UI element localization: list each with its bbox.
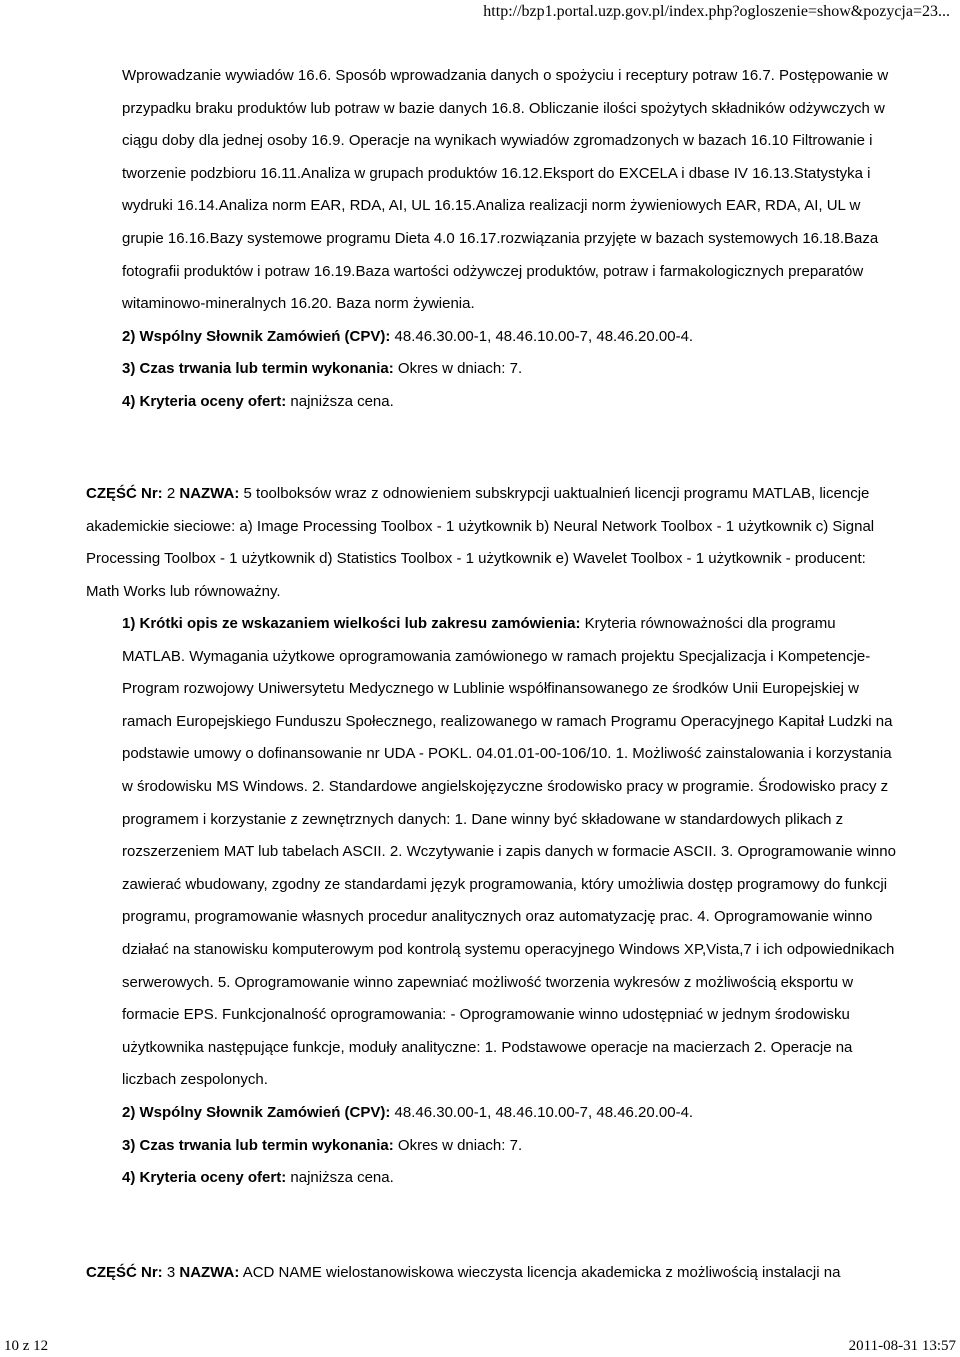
duration-value: Okres w dniach: 7. (393, 360, 523, 378)
part2-part-number: 2 (162, 485, 180, 502)
criteria-line (122, 386, 897, 419)
page-number: 10 z 12 (4, 1338, 49, 1354)
modules-list-text: Wprowadzanie wywiadów 16.6. Sposób wprowadzania danych o spożyciu i receptury potraw 16.7. Postępowanie w przypadku braku produktów lub potraw w bazie danych 16.8. Obliczanie ilości spożytych składników odżywczych w ciągu doby dla jednej osoby 16.9. Operacje na wynikach wywiadów zgromadzonych w bazach 16.10 Filtrowanie i tworzenie podzbioru 16.11.Analiza w grupach produktów 16.12.Eksport do EXCELA i dbase IV 16.13.Statystyka i wydruki 16.14.Analiza norm EAR, RDA, AI, UL 16.15.Analiza realizacji norm żywieniowych EAR, RDA, AI, UL w grupie 16.16.Bazy systemowe programu Dieta 4.0 16.17.rozwiązania przyjęte w bazach systemowych 16.18.Baza fotografii produktów i potraw 16.19.Baza wartości odżywczej produktów, potraw i farmakologicznych preparatów witaminowo-mineralnych 16.20. Baza norm żywienia. (122, 67, 889, 313)
part2-name-value: 5 toolboksów wraz z odnowieniem subskrypcji uaktualnień licencji programu MATLAB, licencje akademickie sieciowe: a) Image Processing Toolbox - 1 użytkownik b) Neural Network Toolbox - 1 użytkownik c) Signal Processing Toolbox - 1 użytkownik d) Statistics Toolbox - 1 użytkownik e) Wavelet Toolbox - 1 użytkownik - producent: Math Works lub równoważny. (86, 485, 875, 600)
part2-duration-line (122, 1130, 897, 1163)
part2-criteria-value: najniższa cena. (286, 1169, 394, 1187)
part2-cpv-line (122, 1097, 897, 1130)
part2-name-label: NAZWA: (179, 485, 240, 502)
part3-part-label: CZĘŚĆ Nr: (86, 1264, 163, 1281)
part2-duration-label: 3) Czas trwania lub termin wykonania: (122, 1136, 394, 1154)
part2-duration-value: Okres w dniach: 7. (393, 1136, 523, 1154)
part2-criteria-label: 4) Kryteria oceny ofert: (122, 1169, 287, 1187)
cpv-label: 2) Wspólny Słownik Zamówień (CPV): (122, 327, 391, 345)
part2-cpv-value: 48.46.30.00-1, 48.46.10.00-7, 48.46.20.00-4. (390, 1103, 694, 1121)
part2-desc-value: Kryteria równoważności dla programu MATLAB. Wymagania użytkowe oprogramowania zamówionego w ramach projektu Specjalizacja i Kompetencje- Program rozwojowy Uniwersytetu Medycznego w Lublinie współfinansowanego ze środków Unii Europejskiej w ramach Europejskiego Funduszu Społecznego, realizowanego w ramach Programu Operacyjnego Kapitał Ludzki na podstawie umowy o dofinansowanie nr UDA - POKL. 04.01.01-00-106/10. 1. Możliwość zainstalowania i korzystania w środowisku MS Windows. 2. Standardowe angielskojęzyczne środowisko pracy w programie. Środowisko pracy z programem i korzystanie z zewnętrznych danych: 1. Dane winny być składowane w standardowych plikach z rozszerzeniem MAT lub tabelach ASCII. 2. Wczytywanie i zapis danych w formacie ASCII. 3. Oprogramowanie winno zawierać wbudowany, zgodny ze standardami język programowania, który umożliwia dostęp programowy do funkcji programu, programowanie własnych procedur analitycznych oraz automatyzację prac. 4. Oprogramowanie winno działać na stanowisku komputerowym pod kontrolą systemu operacyjnego Windows XP,Vista,7 i ich odpowiednikach serwerowych. 5. Oprogramowanie winno zapewniać możliwość tworzenia wykresów z możliwością eksportu w formacie EPS. Funkcjonalność oprogramowania: - Oprogramowanie winno udostępniać w jednym środowisku użytkownika następujące funkcje, moduły analityczne: 1. Podstawowe operacje na macierzach 2. Operacje na liczbach zespolonych. (122, 615, 896, 1089)
part2-criteria-line (122, 1162, 897, 1195)
part3-name-text (86, 1257, 898, 1290)
part2-description (122, 608, 897, 1097)
duration-label: 3) Czas trwania lub termin wykonania: (122, 360, 394, 378)
part2-details (122, 608, 897, 1195)
part2-cpv-label: 2) Wspólny Słownik Zamówień (CPV): (122, 1103, 391, 1121)
criteria-label: 4) Kryteria oceny ofert: (122, 392, 287, 410)
part2-part-label: CZĘŚĆ Nr: (86, 485, 163, 502)
cpv-line (122, 321, 897, 354)
duration-line (122, 353, 897, 386)
part3-name-label: NAZWA: (179, 1264, 240, 1281)
page-url: http://bzp1.portal.uzp.gov.pl/index.php?ogloszenie=show&pozycja=23... (483, 3, 950, 20)
part2-desc-label: 1) Krótki opis ze wskazaniem wielkości lub zakresu zamówienia: (122, 615, 581, 632)
continuation-section (122, 60, 897, 419)
part3-heading (86, 1257, 898, 1290)
part2-name-text (86, 478, 898, 608)
cpv-value: 48.46.30.00-1, 48.46.10.00-7, 48.46.20.00-4. (390, 327, 694, 345)
print-datetime: 2011-08-31 13:57 (848, 1338, 956, 1354)
part2-heading (86, 478, 898, 608)
criteria-value: najniższa cena. (286, 392, 394, 410)
part3-name-value: ACD NAME wielostanowiskowa wieczysta licencja akademicka z możliwością instalacji na (239, 1264, 841, 1281)
part3-part-number: 3 (162, 1264, 180, 1281)
